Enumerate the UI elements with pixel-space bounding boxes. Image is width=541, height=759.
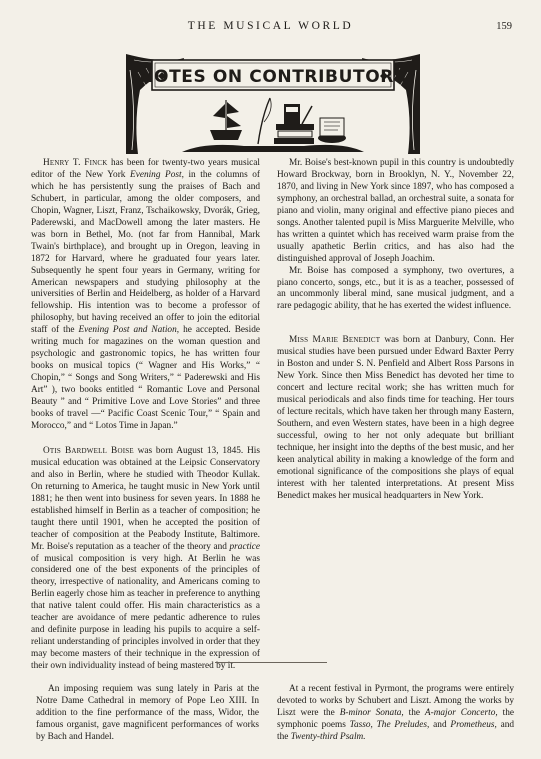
contributor-name: Henry T. Finck bbox=[43, 158, 108, 168]
banner-title-panel bbox=[139, 60, 407, 90]
benedict-note: Miss Marie Benedict was born at Danbury, Conn. Her musical studies have been pursued under Edward Baxter Perry in Boston and under S. N. Penfield and Albert Ross Parsons in New York. Since then Miss Benedict has devoted her time to concert and lecture recital work; she has written much for musical periodicals and also finds time for teaching. Her tours of lecture recitals, which have taken her through many Eastern, Southern, and even Western states, have been in a high degree successful, owing to her not only adequate but brilliant technique, her insight into the depths of the best music, and her keen analytical ability in making a knowledge of the form and emotional significance of the compositions she plays of equal interest with her talented interpretations. At present Miss Benedict makes her musical headquarters in New York. bbox=[277, 335, 515, 501]
notes-on-contributors-banner bbox=[124, 50, 422, 158]
page-number: 159 bbox=[496, 21, 512, 32]
quill-icon bbox=[258, 98, 271, 144]
boise-compositions-paragraph: Mr. Boise has composed a symphony, two overtures, a piano concerto, songs, etc., but it is as a teacher, possessed of an uncommonly liberal mind, sane musical judgment, and a rare pedagogic ability, that he has exerted the widest influence. bbox=[277, 265, 514, 312]
finck-note: Henry T. Finck has been for twenty-two years musical editor of the New York Evening Post, in the columns of which he has persistently sung the praises of Bach and Schubert, in particular, among the older composers, and Chopin, Wagner, Liszt, Franz, Tschaikowsky, Dvorák, Grieg, Paderewski, and MacDowell among the later masters. He was born in Bethel, Mo. (not far from Hannibal, Mark Twain's birthplace), and brought up in Oregon, leaving in 1872 for Harvard, where he graduated four years later. Subsequently he spent four years in Germany, writing for American newspapers and studying philosophy at the universities of Berlin and Heidelberg, as holder of a Harvard fellowship. His intention was to become a professor of philosophy, but having received an offer to join the editorial staff of the Evening Post and Nation, he accepted. Beside writing much for magazines on the woman question and psychologic and gastronomic topics, he has written four books on musical topics (“ Wagner and His Works,” “ Chopin,” “ Songs and Song Writers,” “ Paderewski and His Art” ), two books entitled “ Romantic Love and Personal Beauty ” and “ Primitive Love and Love Stories” and three books of travel —“ Pacific Coast Scenic Tour,” “ Spain and Morocco,” and “ Lotos Time in Japan.” bbox=[31, 158, 261, 431]
banner-title: NOTES ON CONTRIBUTORS bbox=[139, 67, 407, 87]
contributor-name: Otis Bardwell Boise bbox=[43, 445, 134, 456]
running-head: THE MUSICAL WORLD bbox=[187, 20, 354, 32]
ship-icon bbox=[210, 100, 242, 140]
banner-scene bbox=[182, 98, 364, 152]
ink-and-scroll-icon bbox=[318, 118, 346, 143]
boise-pupils-paragraph: Mr. Boise's best-known pupil in this country is undoubtedly Howard Brockway, born in Brooklyn, N. Y., November 22, 1870, and living in New York since 1897, who has composed a symphony, an orchestral ballad, an orchestral suite, a sonata for piano and violin, many original and effective piano pieces and songs. Another talented pupil is Miss Marguerite Melville, who has written a quintet which has received warm praise from the usually apathetic Berlin critics, and has also had the distinguished approval of Joseph Joachim. bbox=[277, 158, 514, 264]
left-column bbox=[31, 158, 260, 673]
right-column bbox=[277, 158, 514, 503]
pyrmont-festival-item: At a recent festival in Pyrmont, the programs were entirely devoted to works by Schubert and Liszt. Among the works by Liszt were the B-minor Sonata, the A-major Concerto, the symphonic poems Tasso, The Preludes, and Prometheus, and the Twenty-third Psalm. bbox=[277, 684, 515, 742]
contributor-name: Miss Marie Benedict bbox=[289, 335, 381, 346]
boise-note: Otis Bardwell Boise was born August 13, 1845. His musical education was obtained at the Leipsic Conservatory and also in Berlin, where he studied with Theodor Kullak. On returning to America, he taught music in New York until 1881; he then went into business for seven years. In 1888 he established himself in Berlin as a teacher of composition; he taught there until 1901, when he accepted the position of teacher of composition at the Peabody Institute, Baltimore. Mr. Boise's reputation as a teacher of the theory and practice of musical composition is very high. At Berlin he was considered one of the best exponents of the principles of theory, irrespective of nationality, and Americans coming to Berlin eagerly chose him as teacher in preference to anything that native talent could offer. His main characteristics as a teacher are avoidance of mere pedantic adherence to rules and definite purpose in leading his pupils to acquire a self-reliant understanding of principles involved in order that they may become masters of their technique in the expression of their own individuality instead of being mastered by it. bbox=[31, 445, 260, 672]
requiem-item: An imposing requiem was sung lately in Paris at the Notre Dame Cathedral in memory of Pope Leo XIII. In addition to the fine performance of the mass, Widor, the famous organist, gave magnificent performances of works by Bach and Handel. bbox=[36, 684, 259, 742]
section-divider bbox=[215, 662, 327, 663]
book-stack-icon bbox=[274, 104, 314, 144]
